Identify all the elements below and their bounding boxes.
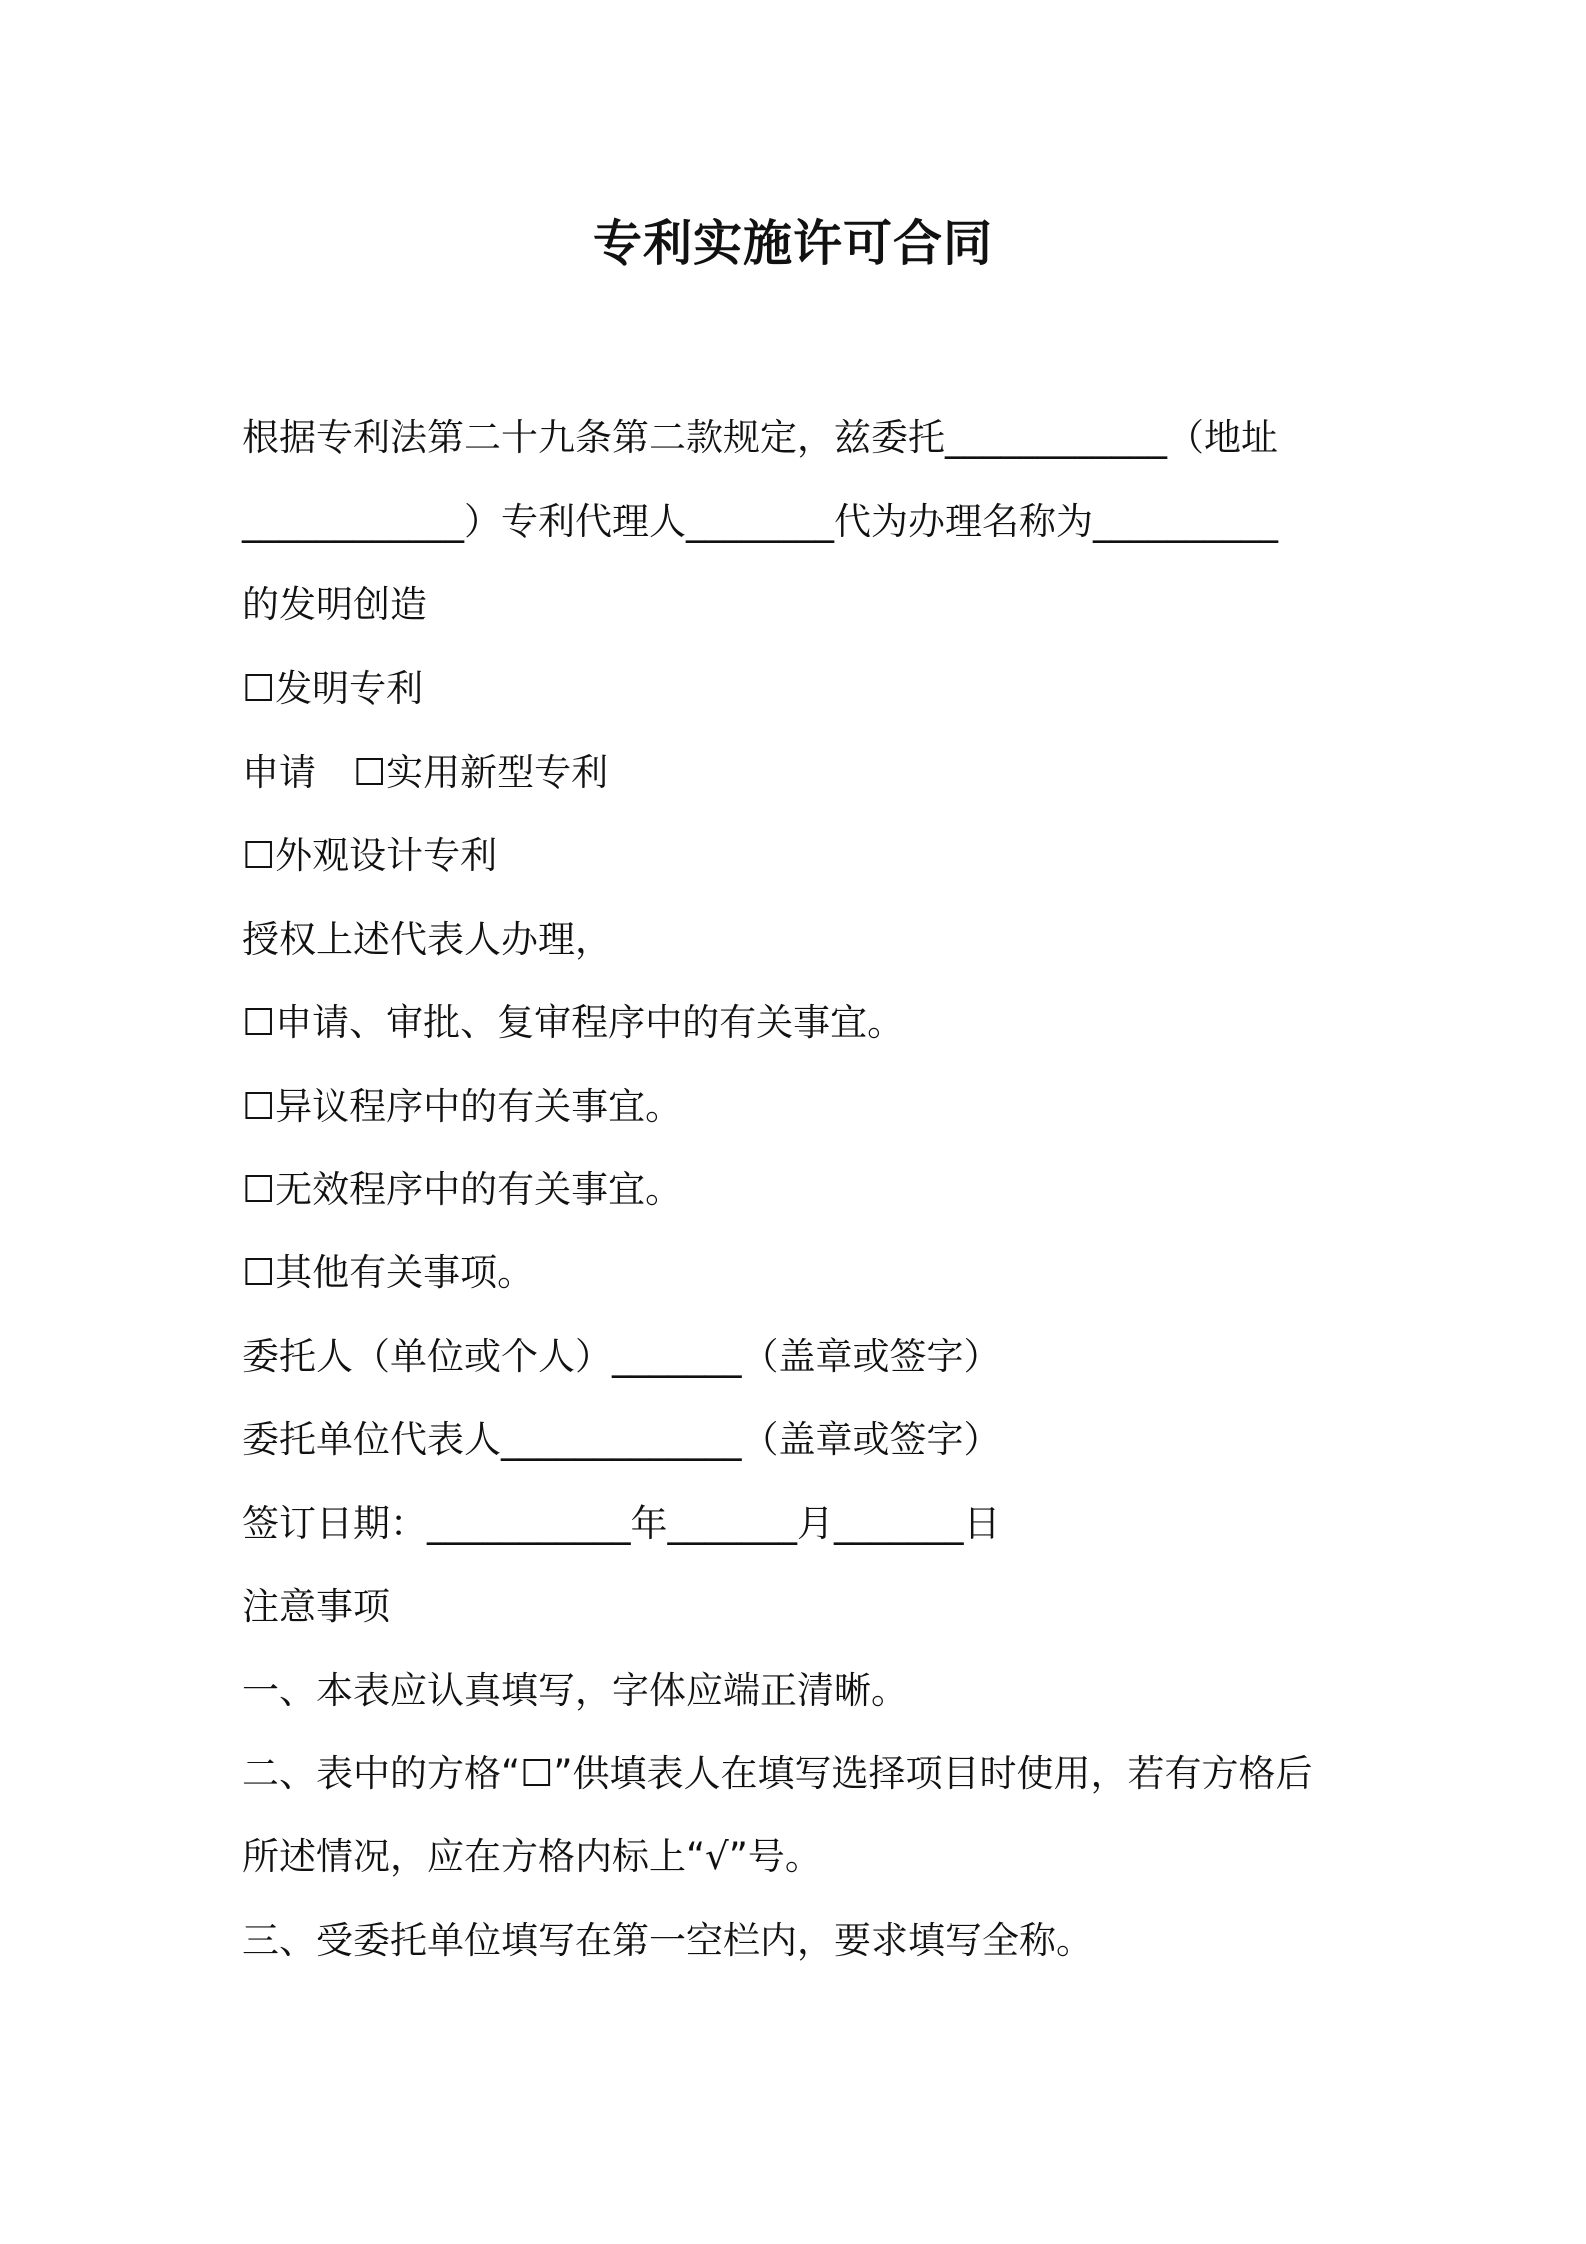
body-line-agent: ____________）专利代理人________代为办理名称为__________ xyxy=(242,500,1278,543)
signing-date-line: 签订日期：___________年_______月_______日 xyxy=(242,1502,1001,1545)
notes-heading: 注意事项 xyxy=(242,1585,390,1628)
checkbox-utility-model-patent: 申请 ☐实用新型专利 xyxy=(242,751,609,794)
note-item-1: 一、本表应认真填写，字体应端正清晰。 xyxy=(242,1669,908,1712)
note-item-2: 二、表中的方格“☐”供填表人在填写选择项目时使用，若有方格后 xyxy=(242,1752,1313,1795)
checkbox-opposition-matters: ☐异议程序中的有关事宜。 xyxy=(242,1085,683,1128)
document-title: 专利实施许可合同 xyxy=(592,215,993,272)
representative-signature-line: 委托单位代表人_____________（盖章或签字） xyxy=(242,1418,1001,1461)
body-line-authorization: 授权上述代表人办理， xyxy=(242,918,612,961)
note-item-3: 三、受委托单位填写在第一空栏内，要求填写全称。 xyxy=(242,1919,1093,1962)
checkbox-design-patent: ☐外观设计专利 xyxy=(242,834,498,877)
body-line-intro: 根据专利法第二十九条第二款规定，兹委托____________（地址 xyxy=(242,416,1278,459)
checkbox-invalidation-matters: ☐无效程序中的有关事宜。 xyxy=(242,1168,683,1211)
checkbox-other-matters: ☐其他有关事项。 xyxy=(242,1251,535,1294)
checkbox-application-matters: ☐申请、审批、复审程序中的有关事宜。 xyxy=(242,1001,905,1044)
note-item-2-continued: 所述情况，应在方格内标上“√”号。 xyxy=(242,1835,822,1878)
principal-signature-line: 委托人（单位或个人）_______（盖章或签字） xyxy=(242,1335,1001,1378)
checkbox-invention-patent: ☐发明专利 xyxy=(242,667,424,710)
body-line-invention: 的发明创造 xyxy=(242,583,427,626)
